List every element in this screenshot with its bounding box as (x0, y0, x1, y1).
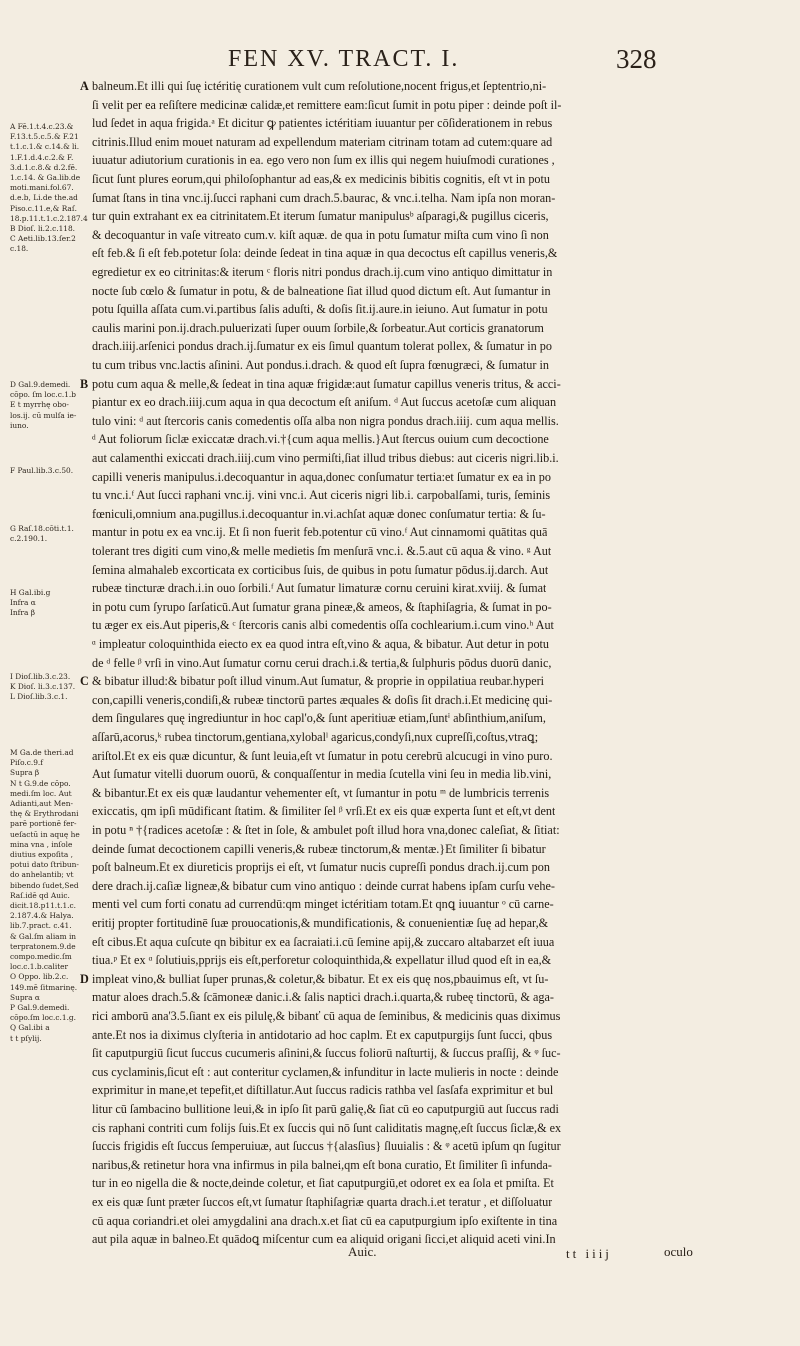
line-text: exiccatis, qm ipſi mūdificant ſtatim. & ſimiliter ſel ᵝ vrſi.Et ex eis quæ experta ſunt et eſt,vt dent (92, 804, 556, 819)
line-text: tur quin extrahant ex ea citrinitatem.Et iterum ſumatur manipulusᵇ aſparagi,& pugillus ciceris, (92, 209, 549, 224)
line-text: ſit caputpurgiū ſicut ſuccus cucumeris aſinini,& ſuccus foliorū naſturtij, & ſuccus praſſij, & ᵠ ſuc- (92, 1046, 561, 1061)
line-text: tu cum tribus vnc.lactis aſinini. Aut pondus.i.drach. & quod eſt ſupra fœnugræci, & ſumatur in (92, 358, 549, 372)
text-line (80, 859, 550, 876)
text-line (80, 636, 549, 653)
text-line (80, 524, 547, 541)
text-line (80, 469, 551, 486)
line-text: ᵈ Aut foliorum ſiclæ exiccatæ drach.vi.†{cum aqua mellis.}Aut ſtercus ouium cum decoctione (92, 432, 549, 447)
text-line (80, 264, 552, 281)
text-line (80, 171, 550, 188)
line-text: deinde ſumat decoctionem capilli veneris,& rubeæ tinctorum,& mentæ.}Et ſimiliter ſi bibatur (92, 841, 546, 856)
line-text: tu æger ex eis.Aut piperis,& ᶜ ſtercoris canis albi comedentis oſſa cochlearium.i.cum vino.ʰ Aut (92, 618, 554, 633)
text-line (80, 208, 549, 225)
text-line (80, 748, 553, 765)
line-text: matur aloes drach.5.& ſcāmoneæ danic.i.& ſalis naptici drach.i.quarta,& rubeę tinctorū, & aga- (92, 990, 554, 1005)
text-line (80, 1175, 554, 1192)
line-text: de ᵈ felle ᵝ vrſi in vino.Aut ſumatur cornu cerui drach.i.& tertia,& ſulphuris pōdus duorū danic, (92, 655, 552, 670)
line-text: Aut ſumatur vitelli duorum ouorū, & conquaſſentur in media ſcutella vini ſeu in media lib.vini, (92, 767, 552, 782)
line-text: menti vel cum forti conatu ad currendū:qm minget ictéritiam totam.Et qnꝗ iuuantur ᵒ cū carne- (92, 897, 554, 912)
margin-note: M Ga.de theri.ad Piſo.c.9.f Supra β N t G.9.de cōpo. medi.ſm loc. Aut Adianti,aut Men- thę & Erythrodani parē portionē fer- ueſactū in aquę he mina vna , inſole diutius expoſita , potui dato ſtribun- do anhelantib; vt bibendo ſudet,Sed Raſ.idē qd Auic. dicit.18.p11.t.1.c. 2.187.4.& Halya. lib.7.pract. c.41. & Gal.ſm aliam in terpratonem.9.de compo.medic.ſm loc.c.1.b.caliter O Oppo. lib.2.c. 149.mē ſitmarinę. Supra α P Gal.9.demedi. cōpo.ſm loc.c.1.g. Q Gal.ibi a t t pſylij. (10, 748, 80, 1043)
line-text: tu vnc.i.ᶠ Aut ſucci raphani vnc.ij. vini vnc.i. Aut ciceris nigri lib.i. carpobalſami, turis, ſeminis (92, 488, 551, 503)
text-line (80, 1008, 560, 1025)
text-line (80, 301, 548, 318)
line-text: & bibatur illud:& bibatur poſt illud vinum.Aut ſumatur, & proprie in oppilatiua reubar.hyperi (92, 674, 545, 689)
text-line (80, 134, 552, 151)
line-text: aut calamenthi exiccati drach.iiij.cum vino permiſti,ſiat illud tribus diebus: aut ciceris nigri.lib.i. (92, 451, 559, 465)
line-text: rubeæ tincturæ drach.i.in ouo ſorbili.ᶠ Aut ſumatur limaturæ cornu ceruini kirat.xviij. & ſumat (92, 581, 547, 596)
main-text (80, 78, 780, 1268)
line-text: impleat vino,& bulliat ſuper prunas,& coletur,& bibatur. Et ex eis quę nos,pbauimus eſt, vt ſu- (92, 971, 549, 986)
line-text: eſt cibus.Et aqua cuſcute qn bibitur ex ea ſacraiati.i.cū ſemine apij,& zuccaro altabarzet eſt iuua (92, 934, 555, 949)
text-line (80, 562, 548, 579)
line-text: cis raphani contriti cum folijs ſuis.Et ex ſuccis qui nō ſunt caliditatis magnę,eſt ſuccus ſiclæ,& ex (92, 1120, 562, 1135)
text-line (80, 655, 551, 672)
page-header (0, 42, 800, 82)
text-line (80, 1027, 552, 1044)
line-text: exprimitur in mane,et tepefit,et diſtillatur.Aut ſuccus radicis rathba vel ſasſafa exprimitur et bul (92, 1083, 554, 1098)
text-line (80, 97, 561, 114)
line-text: iuuatur adiutorium curationis in ea. ego vero non ſum ex illis qui negem huiuſmodi curationes , (92, 153, 555, 168)
running-title: FEN XV. TRACT. I. (228, 46, 460, 72)
line-text: ᵅ impleatur coloquinthida eiecto ex ea quod intra eſt,vino & aqua, & bibatur. Aut detur in potu (92, 637, 550, 651)
text-line (80, 692, 552, 709)
text-line (80, 673, 544, 690)
text-line (80, 1082, 553, 1099)
text-line (80, 1101, 559, 1118)
line-text: cus cyclaminis,ſicut eſt : aut conteritur cyclamen,& infunditur in lacte mulieris in nocte : deinde (92, 1064, 559, 1079)
line-text: dem ſingulares quę ingrediuntur in hoc capl'o,& ſunt aperitiuæ etiam,ſuntⁱ abſinthium,aniſum, (92, 711, 546, 726)
line-text: cū aqua coriandri.et olei amygdalini ana drach.x.et ſiat cū ea caputpurgium ipſo exiſtente in tina (92, 1213, 558, 1228)
text-line (80, 989, 554, 1006)
text-line (80, 227, 549, 244)
text-line (80, 190, 555, 207)
line-text: eſt feb.& ſi eſt feb.potetur ſola: deinde ſedeat in tina aquæ in qua decoctus eſt capillus veneris,& (92, 246, 558, 261)
line-text: drach.iiij.arſenici pondus drach.ij.ſumatur ex eis ſimul quantum tolerat pollex, & ſumatur in po (92, 339, 552, 354)
text-line (80, 115, 552, 132)
text-line (80, 450, 559, 467)
line-text: dere drach.ij.caſiæ ligneæ,& bibatur cum vino antiquo : deinde currat habens ipſam curſu vehe- (92, 878, 555, 893)
line-text: ſuccis frigidis eſt ſuccus ſemperuiuæ, aut ſuccus †{alasſius} ſluuialis : & ᵠ acetū ipſum qn ſugitur (92, 1139, 561, 1154)
line-text: piantur ex eo drach.iiij.cum aqua in qua decoctum eſt aniſum. ᵈ Aut ſuccus acetoſæ cum aliquan (92, 395, 557, 410)
text-line (80, 394, 556, 411)
text-line (80, 952, 551, 969)
line-text: citrinis.Illud enim mouet naturam ad expellendum materiam citrinam totam ad cutem:quare ad (92, 134, 553, 149)
signature-mark: tt iiij (566, 1246, 612, 1261)
text-line (80, 506, 546, 523)
line-text: tur in eo nigella die & nocte,deinde coletur, et ſiat caputpurgiū,et odoret ex ea ſola et pmiſta. Et (92, 1176, 554, 1191)
margin-note: D Gal.9.demedi. cōpo. ſm loc.c.1.b E t myrrhę obo- los.ij. cū mulſa ie- iuno. (10, 380, 77, 430)
text-line (80, 822, 560, 839)
line-text: fœniculi,omnium ana.pugillus.i.decoquantur in.vi.achſat aquæ donec conſumatur tertia: & ſu- (92, 506, 546, 521)
margin-note: I Dioſ.lib.3.c.23. K Dioſ. li.3.c.137. L Dioſ.lib.3.c.1. (10, 672, 76, 702)
line-text: nocte ſub cœlo & ſumatur in potu, & de balneatione ſiat illud quod dictum eſt. Aut ſumantur in (92, 283, 551, 298)
line-text: in potu cum ſyrupo ſarſaticū.Aut ſumatur grana pineæ,& ameos, & ſtaphiſagria, & ſumat in po- (92, 599, 552, 614)
line-text: tolerant tres digiti cum vino,& melle medietis ſm menſurā vnc.i. &.5.aut cū aqua & vino. ᵍ Aut (92, 544, 552, 558)
text-line (80, 803, 555, 820)
margin-note: A Fē.1.t.4.c.23.& F.13.t.5.c.5.& F.21 t.1.c.1.& c.14.& li. 1.F.1.d.4.c.2.& F. 3.d.1.c.8.& d.2.fē. 1.c.14. & Ga.lib.de moti.mani.fol.67. d.e.b, Li.de the.ad Piso.c.11.e,& Raſ. 18.p.11.t.1.c.2.187.4 B Dioſ. li.2.c.118. C Aeti.lib.13.ſer.2 c.18. (10, 122, 88, 254)
text-line (80, 1120, 561, 1137)
line-text: poſt balneum.Et ex diureticis proprijs ei eſt, vt ſumatur nucis cupreſſi pondus drach.ij.cum pon (92, 860, 550, 875)
text-line (80, 896, 554, 913)
text-line (80, 78, 546, 95)
line-text: in potu ⁿ †{radices acetoſæ : & ſtet in ſole, & ambulet poſt illud hora vna,donec caleſiat, & ſitiat: (92, 823, 560, 837)
text-line (80, 1231, 556, 1248)
text-line (80, 766, 551, 783)
line-text: con,capilli veneris,condiſi,& rubeæ tinctorū partes æquales & doſis ſit drach.i.Et medicinę qui- (92, 692, 553, 707)
text-line (80, 841, 546, 858)
line-text: tiua.ᵖ Et ex ᵅ ſolutiuis,pprijs eis eſt,perforetur coloquinthida,& expellatur illud quod eſt in ea,& (92, 953, 552, 968)
page-number: 328 (616, 44, 657, 74)
text-line (80, 729, 538, 746)
margin-note: H Gal.ibi.g Infra α Infra β (10, 588, 51, 618)
line-text: ante.Et nos ia diximus clyſteria in antidotario ad hoc caplm. Et ex caputpurgijs ſunt ſucci, qbus (92, 1027, 553, 1042)
text-line (80, 785, 549, 802)
margin-note: F Paul.lib.3.c.50. (10, 466, 74, 475)
text-line (80, 543, 551, 560)
section-letter: D (80, 971, 89, 986)
text-line (80, 1138, 561, 1155)
line-text: rici amborū ana'3.5.ſiant ex eis pilulę,& bibanť cū aqua de ſeminibus, & medicinis quas diximus (92, 1009, 561, 1023)
text-line (80, 413, 559, 430)
line-text: ſicut ſunt plures eorum,qui philoſophantur ad eas,& ex medicinis bibitis cognitis, eſt vt in potu (92, 172, 550, 186)
catchword-right: oculo (664, 1244, 693, 1259)
text-line (80, 376, 561, 393)
line-text: caulis marini pon.ij.drach.puluerizati ſuper ouum ſorbile,& ſorbeatur.Aut corticis granatorum (92, 320, 544, 335)
text-line (80, 431, 549, 448)
text-line (80, 1194, 552, 1211)
margin-notes (10, 78, 88, 1268)
line-text: potu ſquilla aſſata cum.vi.partibus ſalis aduſti, & doſis ſit.ij.aure.in ieiuno. Aut ſumatur in potu (92, 302, 548, 317)
line-text: & bibantur.Et ex eis quæ laudantur vehementer eſt, vt ſumantur in potu ᵐ de lumbricis terrenis (92, 785, 550, 800)
line-text: lud ſedet in aqua frigida.ᵃ Et dicitur ꝙ patientes ictéritiam iuuantur per cōſiderationem in rebus (92, 116, 553, 131)
line-text: capilli veneris manipulus.i.decoquantur in aqua,donec conſumatur tertia:et ſumatur ex ea in po (92, 469, 551, 484)
text-line (80, 617, 554, 634)
text-line (80, 710, 546, 727)
text-line (80, 599, 552, 616)
text-line (80, 283, 551, 300)
text-line (80, 915, 548, 932)
text-line (80, 320, 544, 337)
line-text: ex eis quæ ſunt præter ſuccos eſt,vt ſumatur ſtaphiſagriæ quarta drach.i.et teratur , et diſſoluatur (92, 1195, 553, 1209)
text-line (80, 357, 549, 374)
line-text: mantur in potu ex ea vnc.ij. Et ſi non fuerit feb.potentur cū vino.ᶠ Aut cinnamomi quātitas quā (92, 525, 548, 540)
line-text: aut pila aquæ in balneo.Et quādoꝗ miſcentur cum ea aliquid origani ſicci,et aliquid aceti vini.In (92, 1232, 556, 1247)
line-text: egredietur ex eo citrinitas:& iterum ᶜ floris nitri pondus drach.ij.cum vino antiquo dimittatur in (92, 265, 553, 279)
line-text: ſemina almahaleb excorticata ex corticibus ſuis, de quibus in potu ſumatur pōdus.ij.darch. Aut (92, 562, 549, 577)
line-text: ſumat ſtans in tina vnc.ij.ſucci raphani cum drach.5.baurac, & vnc.i.telha. Nam ipſa non moran- (92, 190, 556, 205)
text-line (80, 971, 548, 988)
catchword-left: Auic. (348, 1244, 377, 1259)
line-text: ſi velit per ea reſiſtere medicinæ calidæ,et remittere eam:ſicut ſumit in potu piper : deinde poſt il- (92, 97, 562, 112)
text-line (80, 934, 554, 951)
text-line (80, 245, 557, 262)
text-line (80, 152, 555, 169)
line-text: potu cum aqua & melle,& ſedeat in tina aquæ frigidæ:aut ſumatur capillus veneris tritus, & acci- (92, 376, 561, 391)
text-line (80, 487, 550, 504)
text-line (80, 580, 546, 597)
text-line (80, 878, 555, 895)
text-line (80, 1045, 561, 1062)
section-letter: C (80, 674, 89, 689)
margin-note: G Raſ.18.cōti.t.1. c.2.190.1. (10, 524, 74, 544)
section-letter: B (80, 376, 89, 391)
text-line (80, 1157, 552, 1174)
line-text: balneum.Et illi qui ſuę ictéritię curationem vult cum reſolutione,nocent frigus,et ſeptentrio,ni- (92, 79, 547, 93)
line-text: naribus,& retinetur hora vna infirmus in pila balnei,qm eſt bona curatio, Et ſimiliter ſi infunda- (92, 1157, 552, 1172)
text-line (80, 338, 552, 355)
line-text: aſſarū,acorus,ᵏ rubea tinctorum,gentiana,xylobalˡ agaricus,condyſi,nux cupreſſi,coſtus,vtraꝗ; (92, 730, 539, 744)
line-text: litur cū ſambacino bullitione leui,& in ipſo ſit parū galię,& ſiat cū eo caputpurgiū aut ſuccus radi (92, 1102, 559, 1116)
text-line (80, 1213, 557, 1230)
line-text: tulo vini: ᵈ aut ſtercoris canis comedentis oſſa alba non nigra pondus drach.iiij. cum aqua mellis. (92, 413, 559, 428)
section-letter: A (80, 79, 89, 93)
text-line (80, 1064, 558, 1081)
line-text: ariſtol.Et ex eis quæ dicuntur, & ſunt leuia,eſt vt ſumatur in potu cerebrū alcucugi in vino puro. (92, 748, 553, 763)
line-text: eritij propter fortitudinē ſuæ prouocationis,& mundificationis, & conuenientiæ ſuę ad hepar,& (92, 916, 549, 930)
line-text: & decoquantur in vaſe vitreato cum.v. kiſt aquæ. de qua in potu ſumatur miſta cum vino ſi non (92, 227, 549, 242)
